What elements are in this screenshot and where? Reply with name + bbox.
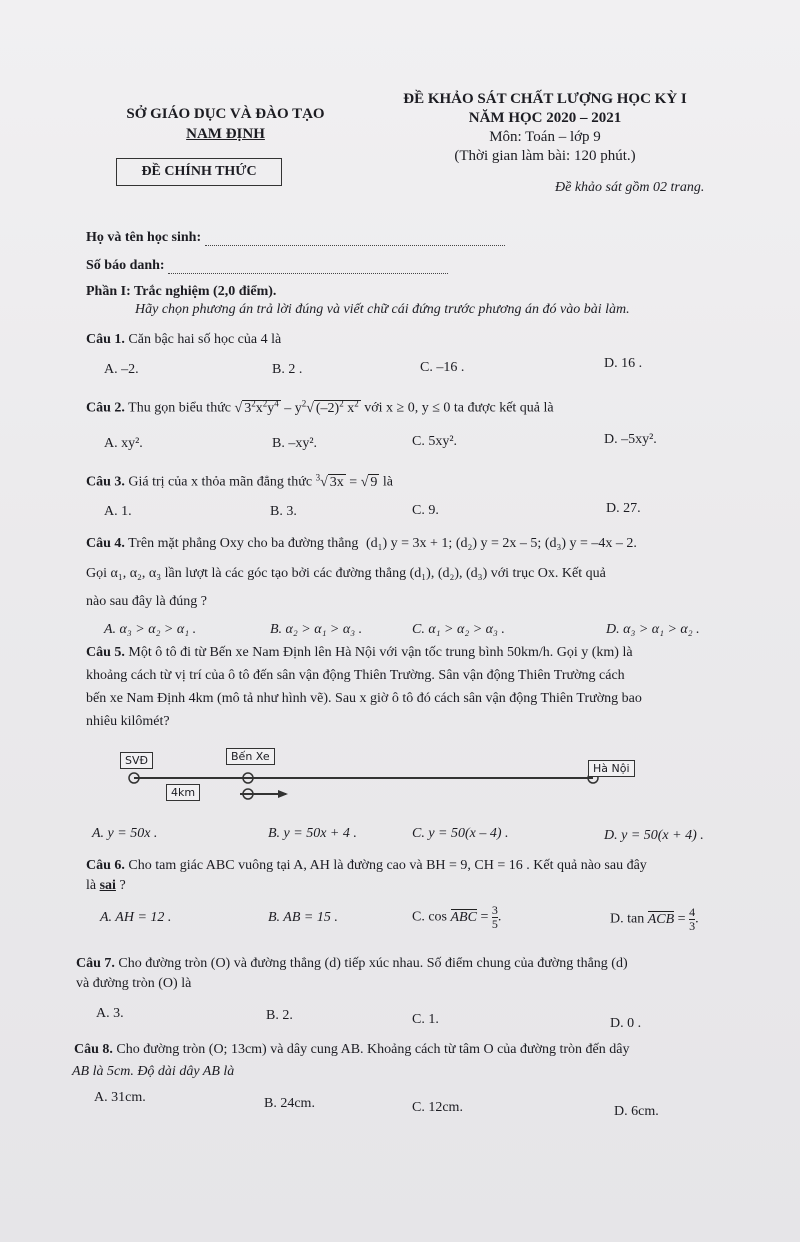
question-label: Câu 5. <box>86 645 125 660</box>
q5-line2: khoảng cách từ vị trí của ô tô đến sân vận động Thiên Trường. Sân vận động Thiên Trường cách <box>86 668 625 683</box>
q6-c-prefix: C. cos <box>412 909 447 925</box>
question-text: Cho tam giác ABC vuông tại A, AH là đường cao và BH = 9, CH = 16 . Kết quả nào sau đây <box>128 858 647 873</box>
q2-option-c: C. 5xy². <box>412 434 458 449</box>
question-7 <box>76 956 628 972</box>
q6-d-numerator: 4 <box>689 905 696 919</box>
q7-option-d: D. 0 . <box>610 1016 642 1031</box>
q4-option-a: A. α₃ > α₂ > α₁ . <box>104 622 197 637</box>
q8-line2: AB là 5cm. Độ dài dây AB là <box>72 1064 235 1079</box>
q6-d-prefix: D. tan <box>610 911 645 927</box>
student-id-label: Số báo danh: <box>86 258 165 273</box>
exam-header <box>380 90 710 166</box>
q8-option-c: C. 12cm. <box>412 1100 463 1115</box>
q5-option-c: C. y = 50(x – 4) . <box>412 826 509 841</box>
student-name-label: Họ và tên học sinh: <box>86 230 202 245</box>
part1-title: Phần I: Trắc nghiệm (2,0 điểm). <box>86 284 277 299</box>
q6-option-d: D. tan ACB = $\frac{4}{3}$ . <box>610 905 699 933</box>
q4-lines: (d₁) y = 3x + 1; (d₂) y = 2x – 5; (d₃) y = –4x – 2. <box>365 536 637 551</box>
question-text: Giá trị của x thỏa mãn đẳng thức <box>128 474 313 490</box>
distance-label: 4km <box>166 784 200 801</box>
bus-station-label: Bến Xe <box>226 748 275 765</box>
hanoi-label: Hà Nội <box>588 760 635 777</box>
q7-option-c: C. 1. <box>412 1012 439 1027</box>
question-label: Câu 6. <box>86 858 125 873</box>
q6-c-angle: ABC <box>450 909 477 925</box>
question-4 <box>86 536 637 552</box>
official-badge: ĐỀ CHÍNH THỨC <box>116 158 282 186</box>
q3-option-c: C. 9. <box>412 503 439 518</box>
question-6 <box>86 858 647 874</box>
q8-option-a: A. 31cm. <box>94 1090 146 1105</box>
exam-time: (Thời gian làm bài: 120 phút.) <box>454 148 636 164</box>
department-line1: SỞ GIÁO DỤC VÀ ĐÀO TẠO <box>126 106 325 122</box>
question-text: Thu gọn biểu thức <box>128 400 232 416</box>
q5-line3: bến xe Nam Định 4km (mô tả như hình vẽ). Sau x giờ ô tô đó cách sân vận động Thiên Trường bao <box>86 691 642 706</box>
stadium-label: SVĐ <box>120 752 153 769</box>
q4-line3: nào sau đây là đúng ? <box>86 594 207 609</box>
q6-d-angle: ACB <box>647 911 675 927</box>
q7-option-b: B. 2. <box>266 1008 293 1023</box>
q6-line2-prefix: là <box>86 878 97 893</box>
student-id-field[interactable] <box>168 261 448 274</box>
question-text: Cho đường tròn (O) và đường thẳng (d) tiếp xúc nhau. Số điểm chung của đường thẳng (d) <box>118 956 628 971</box>
school-year: NĂM HỌC 2020 – 2021 <box>468 110 622 126</box>
q2-expression: √ $3^2x^2y^4 - y^2√$ $(-2)^2$ $x^2$ <box>234 398 359 416</box>
q5-line4: nhiêu kilômét? <box>86 714 170 729</box>
q2-option-b: B. –xy². <box>272 436 318 451</box>
q7-line2: và đường tròn (O) là <box>76 976 192 991</box>
question-label: Câu 3. <box>86 474 125 490</box>
question-text: Một ô tô đi từ Bến xe Nam Định lên Hà Nội với vận tốc trung bình 50km/h. Gọi y (km) là <box>128 645 633 660</box>
question-text: Căn bậc hai số học của 4 là <box>128 332 282 347</box>
q3-option-a: A. 1. <box>104 504 132 519</box>
distance-diagram <box>118 748 648 808</box>
q3-option-d: D. 27. <box>606 501 641 516</box>
question-label: Câu 4. <box>86 536 125 551</box>
pages-note: Đề khảo sát gồm 02 trang. <box>555 180 705 195</box>
q4-option-d: D. α₃ > α₁ > α₂ . <box>606 622 700 637</box>
q6-line2 <box>86 878 126 894</box>
q5-option-a: A. y = 50x . <box>92 826 158 841</box>
subject: Môn: Toán – lớp 9 <box>489 129 601 145</box>
q6-emphasis: sai <box>99 878 116 893</box>
question-text: Cho đường tròn (O; 13cm) và dây cung AB. Khoảng cách từ tâm O của đường tròn đến dây <box>116 1042 630 1057</box>
question-1 <box>86 332 281 348</box>
q6-c-fraction <box>492 904 498 931</box>
question-5 <box>86 645 633 661</box>
question-label: Câu 1. <box>86 332 125 347</box>
question-label: Câu 7. <box>76 956 115 971</box>
q4-option-b: B. α₂ > α₁ > α₃ . <box>270 622 363 637</box>
question-text-cont: với x ≥ 0, y ≤ 0 ta được kết quả là <box>364 400 554 416</box>
q6-line2-suffix: ? <box>119 878 126 893</box>
q7-option-a: A. 3. <box>96 1006 124 1021</box>
question-2 <box>86 398 554 417</box>
exam-title: ĐỀ KHẢO SÁT CHẤT LƯỢNG HỌC KỲ I <box>403 91 687 107</box>
q1-option-d: D. 16 . <box>604 356 643 371</box>
question-text-cont: là <box>382 474 393 490</box>
q6-d-fraction <box>689 906 695 933</box>
question-3 <box>86 472 393 491</box>
question-8 <box>74 1042 629 1058</box>
q3-equation: $^3$√ 3x = √ 9 <box>315 472 378 490</box>
department-line2: NAM ĐỊNH <box>186 126 265 142</box>
q8-option-d: D. 6cm. <box>614 1104 659 1119</box>
q1-option-c: C. –16 . <box>420 360 465 375</box>
q1-option-a: A. –2. <box>104 362 139 377</box>
q5-option-b: B. y = 50x + 4 . <box>268 826 357 841</box>
q8-option-b: B. 24cm. <box>264 1096 315 1111</box>
q6-c-numerator: 3 <box>491 903 498 917</box>
q3-option-b: B. 3. <box>270 504 297 519</box>
student-name-field[interactable] <box>205 233 505 246</box>
part1-instruction: Hãy chọn phương án trả lời đúng và viết chữ cái đứng trước phương án đó vào bài làm. <box>135 302 630 317</box>
q1-option-b: B. 2 . <box>272 362 303 377</box>
q2-option-a: A. xy². <box>104 436 143 451</box>
question-label: Câu 8. <box>74 1042 113 1057</box>
question-label: Câu 2. <box>86 400 125 416</box>
q6-c-denominator: 5 <box>491 917 498 931</box>
question-text: Trên mặt phẳng Oxy cho ba đường thẳng <box>128 536 359 551</box>
student-name-row <box>86 230 505 246</box>
q4-option-c: C. α₁ > α₂ > α₃ . <box>412 622 505 637</box>
q6-d-denominator: 3 <box>689 919 696 933</box>
department-header <box>118 104 333 144</box>
student-id-row <box>86 258 448 274</box>
q6-option-c: C. cos ABC = $\frac{3}{5}$ . <box>412 903 502 931</box>
q4-line2: Gọi α₁, α₂, α₃ lần lượt là các góc tạo bởi các đường thẳng (d₁), (d₂), (d₃) với trục Ox. Kết quả <box>86 566 606 581</box>
q6-option-a: A. AH = 12 . <box>100 910 172 925</box>
q6-option-b: B. AB = 15 . <box>268 910 338 925</box>
q2-option-d: D. –5xy². <box>604 432 657 447</box>
q5-option-d: D. y = 50(x + 4) . <box>604 828 704 843</box>
